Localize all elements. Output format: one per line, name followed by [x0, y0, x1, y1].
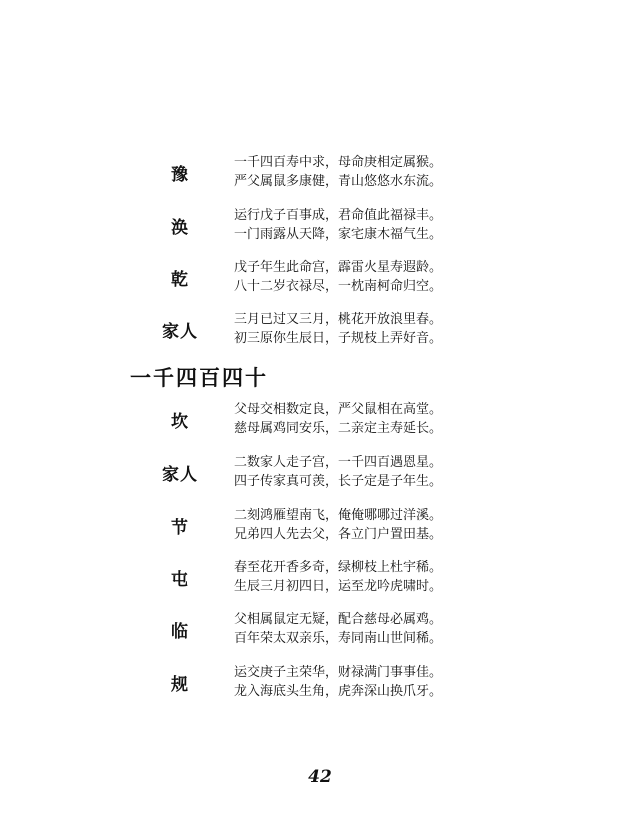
verse-entry — [0, 257, 640, 297]
entry-label: 家人 — [162, 321, 198, 342]
verse-lines — [234, 663, 594, 701]
verse-entry — [0, 399, 640, 439]
verse-line: 八十二岁衣禄尽，一枕南柯命归空。 — [234, 279, 443, 294]
verse-entry — [0, 609, 640, 649]
verse-entry — [0, 452, 640, 492]
verse-entry — [0, 152, 640, 192]
verse-line: 戊子年生此命宫，霹雷火星寿遐龄。 — [234, 260, 443, 275]
verse-line: 一千四百寿中求，母命庚相定属猴。 — [234, 155, 443, 170]
entry-label: 乾 — [171, 269, 189, 290]
verse-line: 生辰三月初四日，运至龙吟虎啸时。 — [234, 579, 443, 594]
verse-entry — [0, 662, 640, 702]
verse-lines — [234, 453, 594, 491]
verse-line: 二刻鸿雁望南飞，俺俺哪哪过洋溪。 — [234, 508, 443, 523]
verse-line: 慈母属鸡同安乐，二亲定主寿延长。 — [234, 421, 443, 436]
verse-entry — [0, 505, 640, 545]
entry-label: 涣 — [171, 217, 189, 238]
entry-label: 规 — [171, 674, 189, 695]
entry-label: 豫 — [171, 164, 189, 185]
verse-lines — [234, 310, 594, 348]
verse-lines — [234, 258, 594, 296]
verse-line: 父相属鼠定无疑，配合慈母必属鸡。 — [234, 612, 443, 627]
verse-line: 兄弟四人先去父，各立门户置田基。 — [234, 527, 443, 542]
verse-lines — [234, 558, 594, 596]
verse-line: 二数家人走子宫，一千四百遇恩星。 — [234, 455, 443, 470]
verse-line: 三月已过又三月，桃花开放浪里春。 — [234, 312, 443, 327]
verse-line: 春至花开香多奇，绿柳枝上杜宇稀。 — [234, 560, 443, 575]
verse-line: 初三原你生辰日，子规枝上弄好音。 — [234, 331, 443, 346]
entry-label: 临 — [171, 621, 189, 642]
entry-label: 节 — [171, 517, 189, 538]
verse-entry — [0, 309, 640, 349]
entry-label: 坎 — [171, 411, 189, 432]
verse-line: 四子传家真可羡，长子定是子年生。 — [234, 474, 443, 489]
verse-line: 运交庚子主荣华，财禄满门事事佳。 — [234, 665, 443, 680]
verse-lines — [234, 506, 594, 544]
verse-line: 运行戊子百事成，君命值此福禄丰。 — [234, 208, 443, 223]
verse-lines — [234, 400, 594, 438]
page-number: 42 — [308, 767, 332, 787]
verse-line: 父母交相数定良，严父鼠相在高堂。 — [234, 402, 443, 417]
verse-lines — [234, 206, 594, 244]
verse-line: 龙入海底头生角，虎奔深山换爪牙。 — [234, 684, 443, 699]
verse-lines — [234, 610, 594, 648]
entry-label: 家人 — [162, 464, 198, 485]
verse-lines — [234, 153, 594, 191]
verse-line: 百年荣太双亲乐，寿同南山世间稀。 — [234, 631, 443, 646]
section-heading: 一千四百四十 — [130, 365, 268, 390]
entry-label: 屯 — [171, 569, 189, 590]
verse-line: 严父属鼠多康健，青山悠悠水东流。 — [234, 174, 443, 189]
verse-line: 一门雨露从天降，家宅康木福气生。 — [234, 227, 443, 242]
verse-entry — [0, 205, 640, 245]
verse-entry — [0, 557, 640, 597]
